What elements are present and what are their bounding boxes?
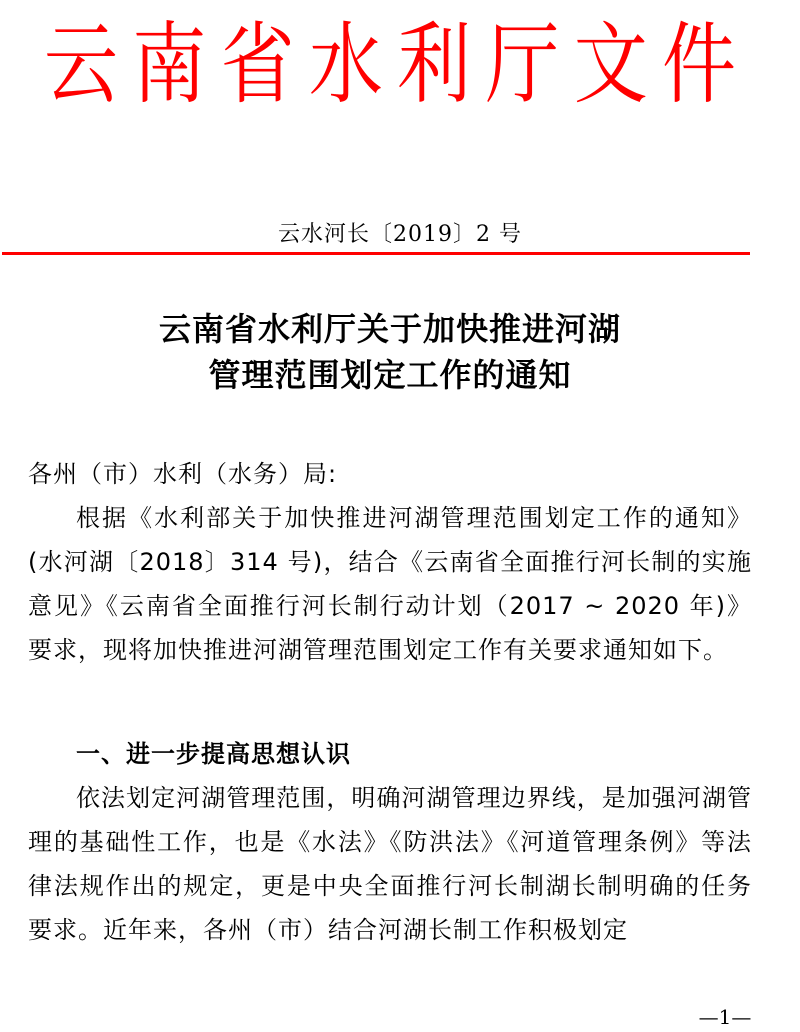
masthead-char: 利 (397, 13, 472, 117)
document-number: 云水河长〔2019〕2 号 (278, 222, 522, 247)
masthead-char: 云 (44, 13, 118, 117)
red-divider-line (2, 252, 750, 255)
masthead-char: 厅 (485, 13, 560, 117)
masthead (40, 13, 740, 117)
salutation: 各州（市）水利（水务）局: (28, 460, 338, 488)
paragraph-intro: 根据《水利部关于加快推进河湖管理范围划定工作的通知》(水河湖〔2018〕314 号)，结合《云南省全面推行河长制的实施意见》《云南省全面推行河长制行动计划（2017 ~ 2020 年)》要求，现将加快推进河湖管理范围划定工作有关要求通知如下。 (28, 504, 752, 664)
title-line-2: 管理范围划定工作的通知 (208, 356, 572, 394)
paragraph-section-1: 依法划定河湖管理范围，明确河湖管理边界线，是加强河湖管理的基础性工作，也是《水法》《防洪法》《河道管理条例》等法律法规作出的规定，更是中央全面推行河长制湖长制明确的任务要求。近年来，各州（市）结合河湖长制工作积极划定 (28, 784, 752, 944)
page-number: —1— (698, 1005, 752, 1029)
masthead-char: 省 (220, 13, 295, 117)
document-title (0, 306, 780, 398)
masthead-char: 文 (573, 13, 648, 117)
title-line-1: 云南省水利厅关于加快推进河湖 (158, 310, 621, 348)
masthead-char: 件 (661, 13, 736, 117)
masthead-char: 南 (132, 13, 207, 117)
masthead-char: 水 (308, 13, 383, 117)
section-heading-1: 一、进一步提高思想认识 (76, 740, 351, 768)
